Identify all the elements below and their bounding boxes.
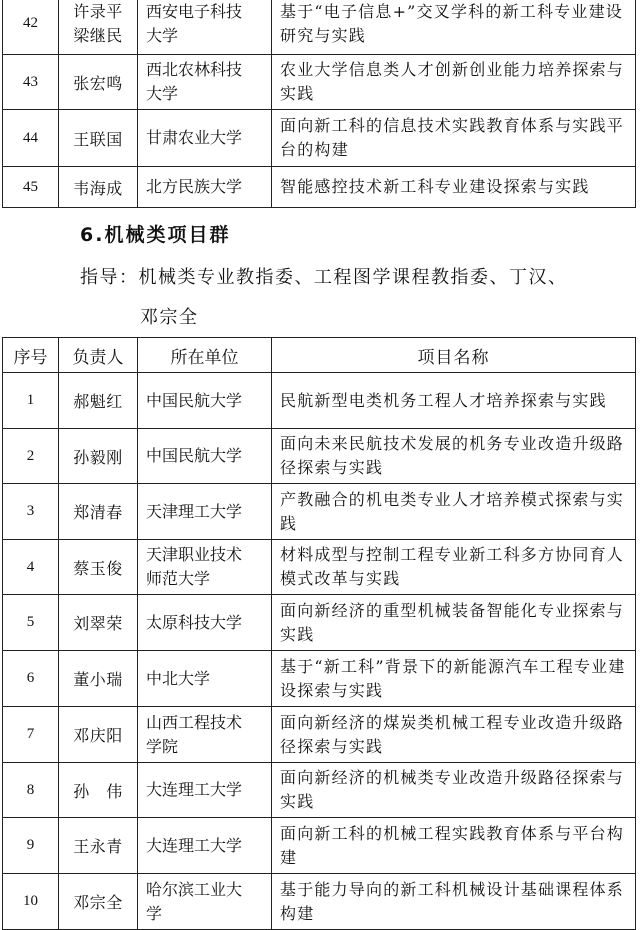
person-cell: 郑清春 (59, 484, 138, 540)
unit-cell-text: 中北大学 (146, 668, 211, 688)
row-number: 9 (3, 818, 59, 874)
table-row (3, 874, 636, 930)
table-row (3, 0, 636, 55)
unit-cell (138, 373, 272, 429)
header-unit: 所在单位 (138, 338, 272, 373)
table-row (3, 110, 636, 167)
project-cell: 材料成型与控制工程专业新工科多方协同育人模式改革与实践 (272, 540, 636, 595)
person-cell: 王联国 (59, 110, 138, 167)
row-number: 6 (3, 651, 59, 707)
table-row (3, 167, 636, 208)
unit-cell: 甘肃农业大学 (138, 110, 272, 167)
row-number: 4 (3, 540, 59, 595)
unit-text: 西安电子科技 大学 (146, 1, 243, 45)
table-body (3, 373, 636, 930)
person-cell: 郝魁红 (59, 373, 138, 429)
unit-cell (138, 707, 272, 763)
project-cell: 民航新型电类机务工程人才培养探索与实践 (272, 373, 636, 429)
project-cell: 面向新工科的机械工程实践教育体系与平台构建 (272, 818, 636, 874)
unit-cell (138, 55, 272, 110)
unit-cell (138, 651, 272, 707)
row-number: 42 (3, 0, 59, 55)
row-number: 2 (3, 429, 59, 484)
person-cell: 邓宗全 (59, 874, 138, 930)
table-row (3, 595, 636, 651)
header-person: 负责人 (59, 338, 138, 373)
project-cell: 面向新工科的信息技术实践教育体系与实践平台的构建 (272, 110, 636, 167)
person-cell (59, 0, 138, 55)
unit-cell (138, 429, 272, 484)
table-row (3, 763, 636, 818)
unit-cell-text: 天津理工大学 (146, 501, 243, 521)
project-cell: 基于能力导向的新工科机械设计基础课程体系构建 (272, 874, 636, 930)
person-cell: 蔡玉俊 (59, 540, 138, 595)
table-row (3, 540, 636, 595)
unit-cell (138, 595, 272, 651)
person-cell: 孙毅刚 (59, 429, 138, 484)
project-cell: 基于“新工科”背景下的新能源汽车工程专业建设探索与实践 (272, 651, 636, 707)
project-cell: 智能感控技术新工科专业建设探索与实践 (272, 167, 636, 208)
project-cell: 农业大学信息类人才创新创业能力培养探索与实践 (272, 55, 636, 110)
header-number: 序号 (3, 338, 59, 373)
table-row (3, 484, 636, 540)
person-cell: 张宏鸣 (59, 55, 138, 110)
unit-cell-text: 中国民航大学 (146, 446, 243, 465)
row-number: 45 (3, 167, 59, 208)
table-row (3, 707, 636, 763)
project-cell: 面向新经济的重型机械装备智能化专业探索与实践 (272, 595, 636, 651)
project-cell: 面向未来民航技术发展的机务专业改造升级路径探索与实践 (272, 429, 636, 484)
row-number: 10 (3, 874, 59, 930)
person-cell: 邓庆阳 (59, 707, 138, 763)
guidance-line-2: 邓宗全 (140, 307, 199, 328)
row-number: 7 (3, 707, 59, 763)
header-project: 项目名称 (272, 338, 636, 373)
table-row (3, 55, 636, 110)
section-title: 6.机械类项目群 (80, 224, 231, 246)
person-cell: 孙 伟 (59, 763, 138, 818)
row-number: 8 (3, 763, 59, 818)
row-number: 44 (3, 110, 59, 167)
unit-cell (138, 874, 272, 930)
guidance-line-1: 指导：机械类专业教指委、工程图学课程教指委、丁汉、 (80, 267, 568, 288)
person-cell: 王永青 (59, 818, 138, 874)
unit-cell (138, 818, 272, 874)
row-number: 5 (3, 595, 59, 651)
table-row (3, 651, 636, 707)
projects-table-continued (2, 0, 636, 208)
project-cell: 面向新经济的机械类专业改造升级路径探索与实践 (272, 763, 636, 818)
project-cell: 产教融合的机电类专业人才培养模式探索与实践 (272, 484, 636, 540)
row-number: 43 (3, 55, 59, 110)
unit-cell-text: 大连理工大学 (146, 780, 243, 799)
table-row (3, 373, 636, 429)
person-line: 许录平 梁继民 (73, 1, 123, 45)
mechanical-projects-table (2, 337, 636, 930)
unit-cell (138, 484, 272, 540)
unit-cell-text: 山西工程技术 学院 (146, 712, 243, 756)
unit-cell: 北方民族大学 (138, 167, 272, 208)
person-cell: 董小瑞 (59, 651, 138, 707)
table-header-row (3, 338, 636, 373)
row-number: 3 (3, 484, 59, 540)
unit-cell-text: 中国民航大学 (146, 390, 243, 410)
unit-text: 西北农林科技 大学 (146, 60, 243, 103)
person-cell: 刘翠荣 (59, 595, 138, 651)
table-row (3, 818, 636, 874)
project-cell: 面向新经济的煤炭类机械工程专业改造升级路径探索与实践 (272, 707, 636, 763)
unit-cell (138, 540, 272, 595)
project-cell: 基于“电子信息+”交叉学科的新工科专业建设研究与实践 (272, 0, 636, 55)
person-cell: 韦海成 (59, 167, 138, 208)
unit-cell (138, 763, 272, 818)
unit-cell-text: 天津职业技术 师范大学 (146, 545, 243, 588)
unit-cell-text: 大连理工大学 (146, 835, 243, 855)
row-number: 1 (3, 373, 59, 429)
table-row (3, 429, 636, 484)
unit-cell-text: 太原科技大学 (146, 612, 243, 632)
unit-cell-text: 哈尔滨工业大 学 (146, 879, 243, 923)
unit-cell (138, 0, 272, 55)
